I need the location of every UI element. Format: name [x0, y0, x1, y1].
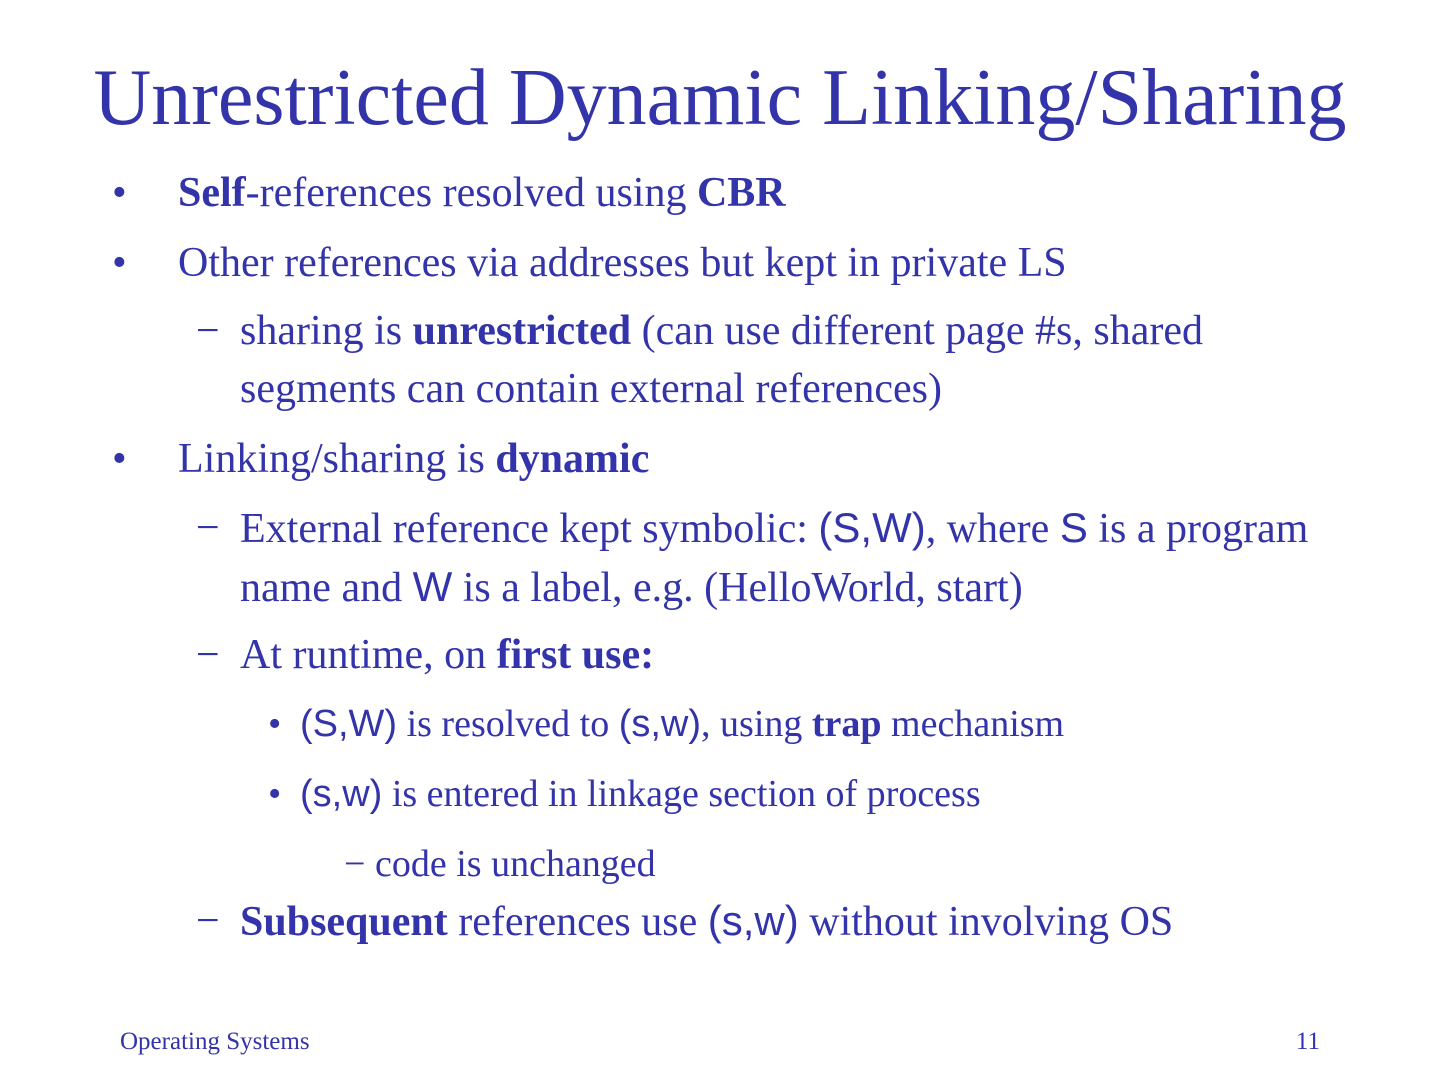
list-item-text: sharing is unrestricted (can use different page #s, shared segments can contain external references)	[240, 308, 1203, 412]
list-item-text: External reference kept symbolic: (S,W), where S is a program name and W is a label, e.g. (HelloWorld, start)	[240, 504, 1309, 611]
slide-title: Unrestricted Dynamic Linking/Sharing	[93, 54, 1347, 142]
dash-icon: −	[196, 505, 220, 551]
footer-course-name: Operating Systems	[120, 1028, 310, 1055]
list-item	[268, 695, 1064, 753]
bullet-icon: •	[112, 170, 127, 216]
list-item-text: Subsequent references use (s,w) without involving OS	[240, 897, 1174, 945]
list-item	[112, 164, 786, 222]
list-item-text: Self-references resolved using CBR	[178, 170, 786, 216]
list-item-text: At runtime, on first use:	[240, 632, 655, 678]
list-item	[112, 430, 649, 488]
bullet-icon: •	[268, 773, 282, 815]
list-item	[196, 499, 1360, 617]
list-item-text: (S,W) is resolved to (s,w), using trap mechanism	[300, 703, 1065, 745]
dash-icon: −	[196, 308, 220, 354]
list-item	[196, 302, 1270, 418]
list-item-text: (s,w) is entered in linkage section of process	[300, 773, 981, 815]
list-item	[196, 626, 654, 684]
list-item	[268, 765, 981, 823]
list-item	[112, 234, 1067, 292]
dash-icon: −	[196, 898, 220, 944]
list-item-text: Linking/sharing is dynamic	[178, 436, 650, 482]
list-item-text: Other references via addresses but kept in private LS	[178, 240, 1067, 286]
list-item	[196, 892, 1173, 951]
list-item	[344, 835, 656, 893]
bullet-icon: •	[112, 240, 127, 286]
dash-icon: −	[196, 632, 220, 678]
footer-page-number: 11	[1295, 1028, 1320, 1055]
list-item-text: code is unchanged	[375, 843, 656, 885]
bullet-icon: •	[112, 436, 127, 482]
dash-icon: −	[344, 843, 366, 885]
bullet-icon: •	[268, 703, 282, 745]
